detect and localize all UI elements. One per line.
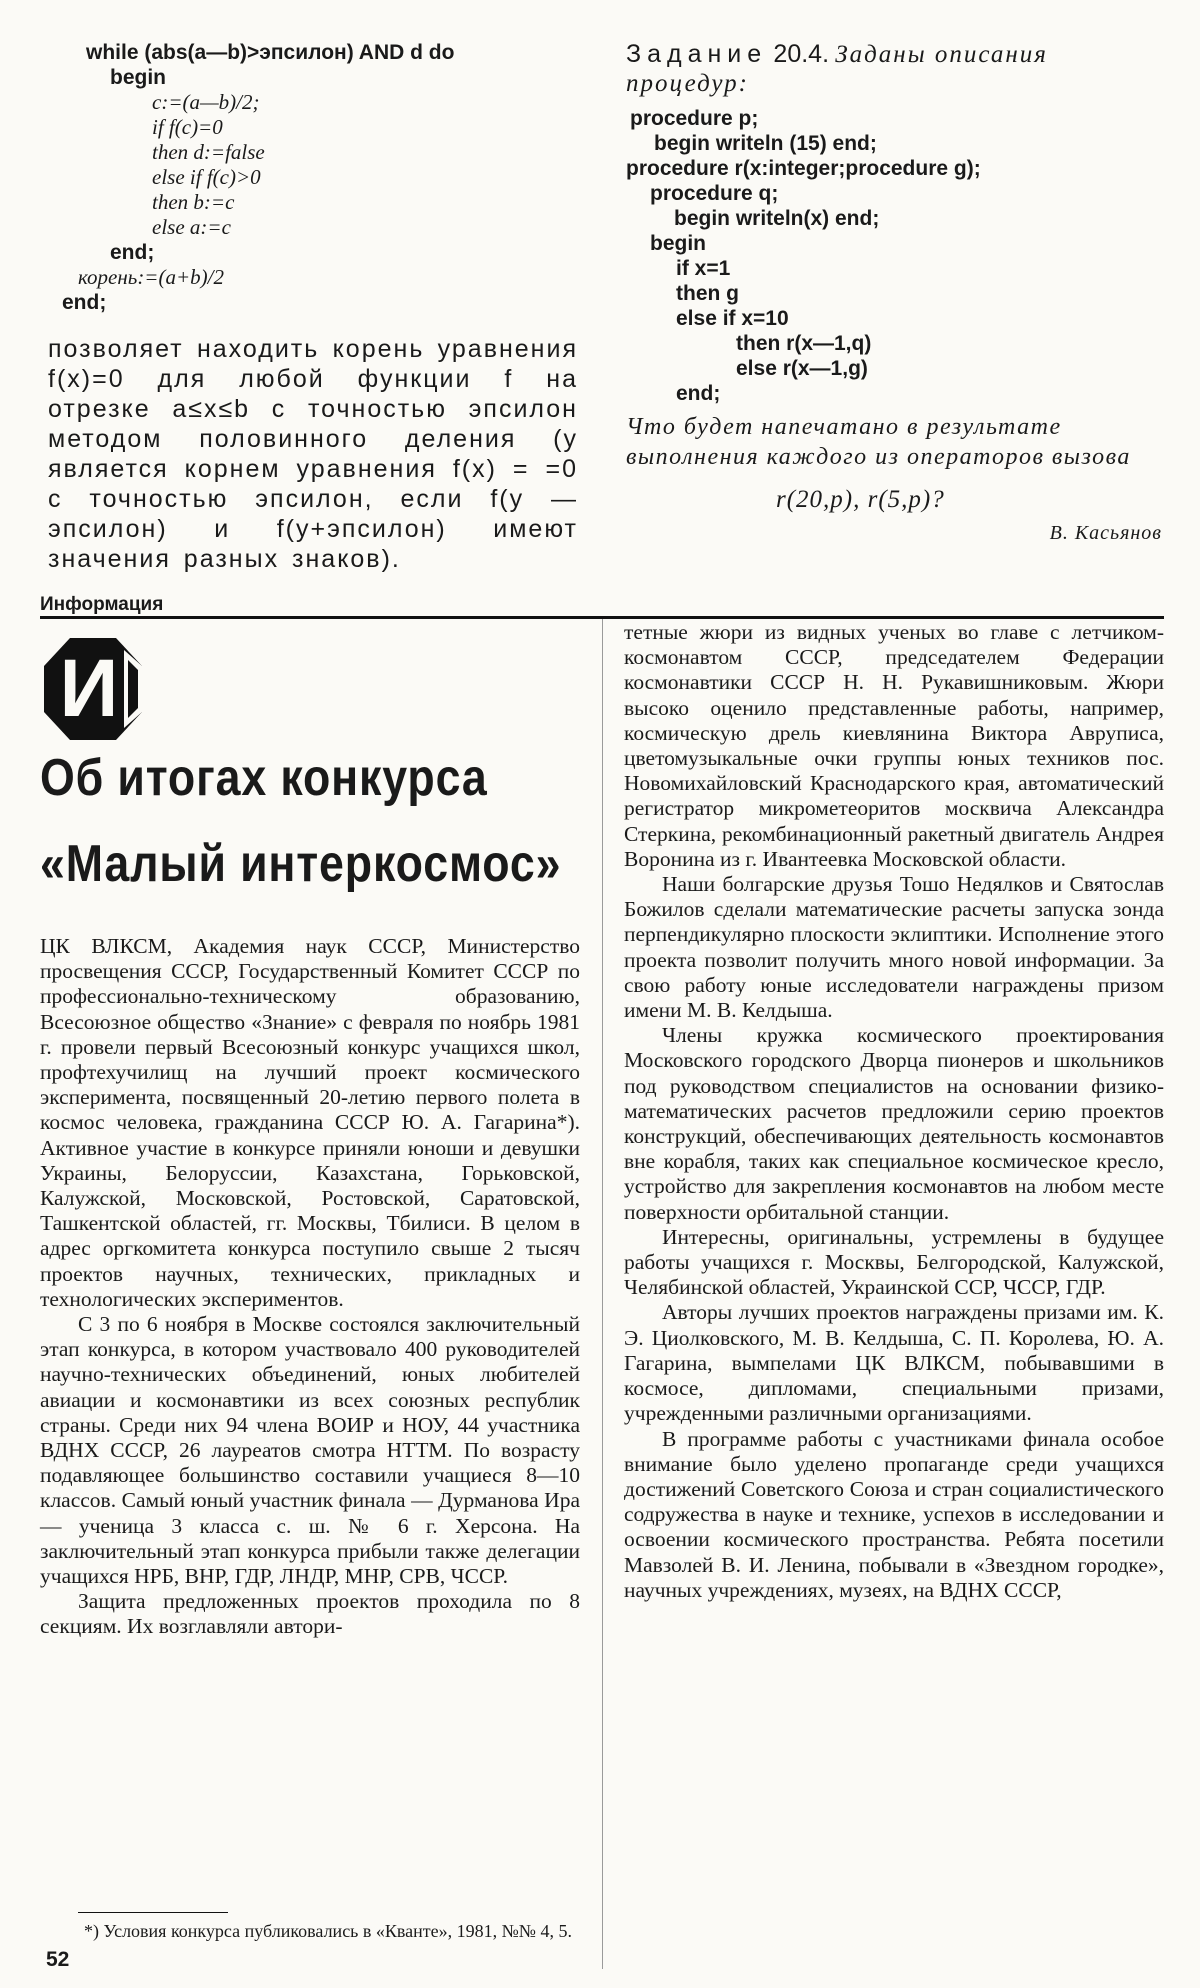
code-line: then g bbox=[676, 282, 739, 305]
bisection-code bbox=[48, 40, 568, 315]
code-line: корень:=(a+b)/2 bbox=[78, 265, 224, 289]
paragraph: В программе работы с участниками финала особое внимание было уделено пропаганде среди учащихся достижений Советского Союза и стран социалистического содружества в науке и технике, успехов в исследовании и освоении космического пространства. Ребята посетили Мавзолей В. И. Ленина, побывали в «Звездном городке», научных учреждениях, музеях, на ВДНХ СССР, bbox=[624, 1426, 1164, 1602]
code-line: else if f(c)>0 bbox=[152, 165, 261, 189]
code-line: begin writeln (15) end; bbox=[654, 132, 877, 155]
code-line: procedure p; bbox=[630, 107, 759, 130]
code-line: c:=(a—b)/2; bbox=[152, 90, 260, 114]
title-line-1: Об итогах конкурса bbox=[40, 749, 488, 807]
code-line: begin writeln(x) end; bbox=[674, 207, 880, 230]
task-calls: r(20,p), r(5,p)? bbox=[776, 486, 945, 513]
task-block bbox=[626, 40, 1162, 545]
logo-letter: И bbox=[59, 643, 119, 734]
code-line: if x=1 bbox=[676, 257, 731, 280]
paragraph: тетные жюри из видных ученых во главе с летчиком-космонавтом СССР, председателем Федерации космонавтики СССР Н. Н. Рукавишниковым. Жюри высоко оценило представленные работы, например, космическую дрель киевлянина Виктора Авруписа, цветомузыкальные очки группы юных техников пос. Новомихайловский Краснодарского края, автоматический регистратор микрометеоритов москвича Александра Стеркина, рекомбинационный ракетный двигатель Андрея Воронина из г. Ивантеевка Московской области. bbox=[624, 620, 1164, 871]
code-line: end; bbox=[62, 291, 107, 314]
code-line: end; bbox=[110, 241, 155, 264]
code-line: else if x=10 bbox=[676, 307, 789, 330]
article-left-column bbox=[40, 934, 580, 1640]
information-logo bbox=[42, 636, 144, 742]
code-line: while (abs(a—b)>эпсилон) AND d do bbox=[86, 41, 455, 64]
task-heading-text: Заданы описания процедур: bbox=[626, 41, 1048, 97]
paragraph: Наши болгарские друзья Тошо Недялков и Святослав Божилов сделали математические расчеты запуска зонда перпендикулярно плоскости эклиптики. Исполнение этого проекта позволит получить много новой информации. За свою работу юные исследователи награждены призом имени М. В. Келдыша. bbox=[624, 872, 1164, 1023]
paragraph: Защита предложенных проектов проходила по 8 секциям. Их возглавляли автори- bbox=[40, 1589, 580, 1639]
code-line: then b:=c bbox=[152, 190, 235, 214]
code-line: procedure r(x:integer;procedure g); bbox=[626, 157, 981, 180]
footnote-divider bbox=[78, 1912, 228, 1913]
paragraph: Члены кружка космического проектирования Московского городского Дворца пионеров и школьников под руководством специалистов на основании физико-математических расчетов предложили серию проектов конструкций, обеспечивающих деятельность космонавтов вне корабля, таких как специальное космическое кресло, устройство для закрепления космонавтов на любом месте поверхности орбитальной станции. bbox=[624, 1023, 1164, 1224]
article-right-column bbox=[624, 620, 1164, 1603]
code-line: begin bbox=[110, 66, 166, 89]
code-line: then d:=false bbox=[152, 140, 265, 164]
paragraph: Интересны, оригинальны, устремлены в будущее работы учащихся г. Москвы, Белгородской, Калужской, Челябинской областей, Украинской ССР, ЧССР, ГДР. bbox=[624, 1224, 1164, 1300]
code-line: if f(c)=0 bbox=[152, 115, 223, 139]
section-label: Информация bbox=[40, 594, 164, 615]
title-line-2: «Малый интеркосмос» bbox=[40, 835, 562, 893]
code-line: else a:=c bbox=[152, 215, 231, 239]
task-label: Задание bbox=[626, 40, 768, 68]
footnote: *) Условия конкурса публиковались в «Кванте», 1981, №№ 4, 5. bbox=[84, 1921, 572, 1941]
task-question: Что будет напечатано в результате выполнения каждого из операторов вызова bbox=[626, 414, 1131, 470]
code-line: else r(x—1,g) bbox=[736, 357, 868, 380]
paragraph: С 3 по 6 ноября в Москве состоялся заключительный этап конкурса, в котором участвовало 400 руководителей научно-технических объединений, юных любителей авиации и космонавтики из всех союзных республик страны. Среди них 94 члена ВОИР и НОУ, 44 участника ВДНХ СССР, 26 лауреатов смотра НТТМ. По возрасту подавляющее большинство составили учащиеся 8—10 классов. Самый юный участник финала — Дурманова Ира — ученица 3 класса с. ш. № 6 г. Херсона. На заключительный этап конкурса прибыли также делегации учащихся НРБ, ВНР, ГДР, ЛНДР, МНР, СРВ, ЧССР. bbox=[40, 1312, 580, 1589]
bisection-paragraph: позволяет находить корень уравнения f(x)=0 для любой функции f на отрезке a≤x≤b с точностью эпсилон методом половинного деления (y является корнем уравнения f(x) = =0 с точностью эпсилон, если f(y — эпсилон) и f(y+эпсилон) имеют значения разных знаков). bbox=[48, 335, 578, 573]
paragraph: ЦК ВЛКСМ, Академия наук СССР, Министерство просвещения СССР, Государственный Комитет СССР по профессионально-техническому образованию, Всесоюзное общество «Знание» с февраля по ноябрь 1981 г. провели первый Всесоюзный конкурс учащихся школ, профтехучилищ на лучший проект космического эксперимента, посвященный 20-летию первого полета в космос человека, гражданина СССР Ю. А. Гагарина*). Активное участие в конкурсе приняли юноши и девушки Украины, Белоруссии, Казахстана, Горьковской, Калужской, Московской, Ростовской, Саратовской, Ташкентской областей, гг. Москвы, Тбилиси. В целом в адрес оргкомитета конкурса поступило свыше 2 тысяч проектов научных, технических, прикладных и технологических экспериментов. bbox=[40, 934, 580, 1311]
task-author: В. Касьянов bbox=[1049, 522, 1162, 544]
article-title bbox=[40, 742, 680, 900]
paragraph: Авторы лучших проектов награждены призами им. К. Э. Циолковского, М. В. Келдыша, С. П. Королева, Ю. А. Гагарина, вымпелами ЦК ВЛКСМ, побывавшими в космосе, дипломами, специальными призами, учрежденными различными организациями. bbox=[624, 1300, 1164, 1426]
task-heading bbox=[626, 40, 1162, 98]
task-code bbox=[626, 106, 1162, 406]
code-line: begin bbox=[650, 232, 706, 255]
code-line: then r(x—1,q) bbox=[736, 332, 872, 355]
code-line: end; bbox=[676, 382, 721, 405]
task-number: 20.4. bbox=[773, 40, 830, 68]
page-number: 52 bbox=[46, 1948, 70, 1971]
code-line: procedure q; bbox=[650, 182, 779, 205]
